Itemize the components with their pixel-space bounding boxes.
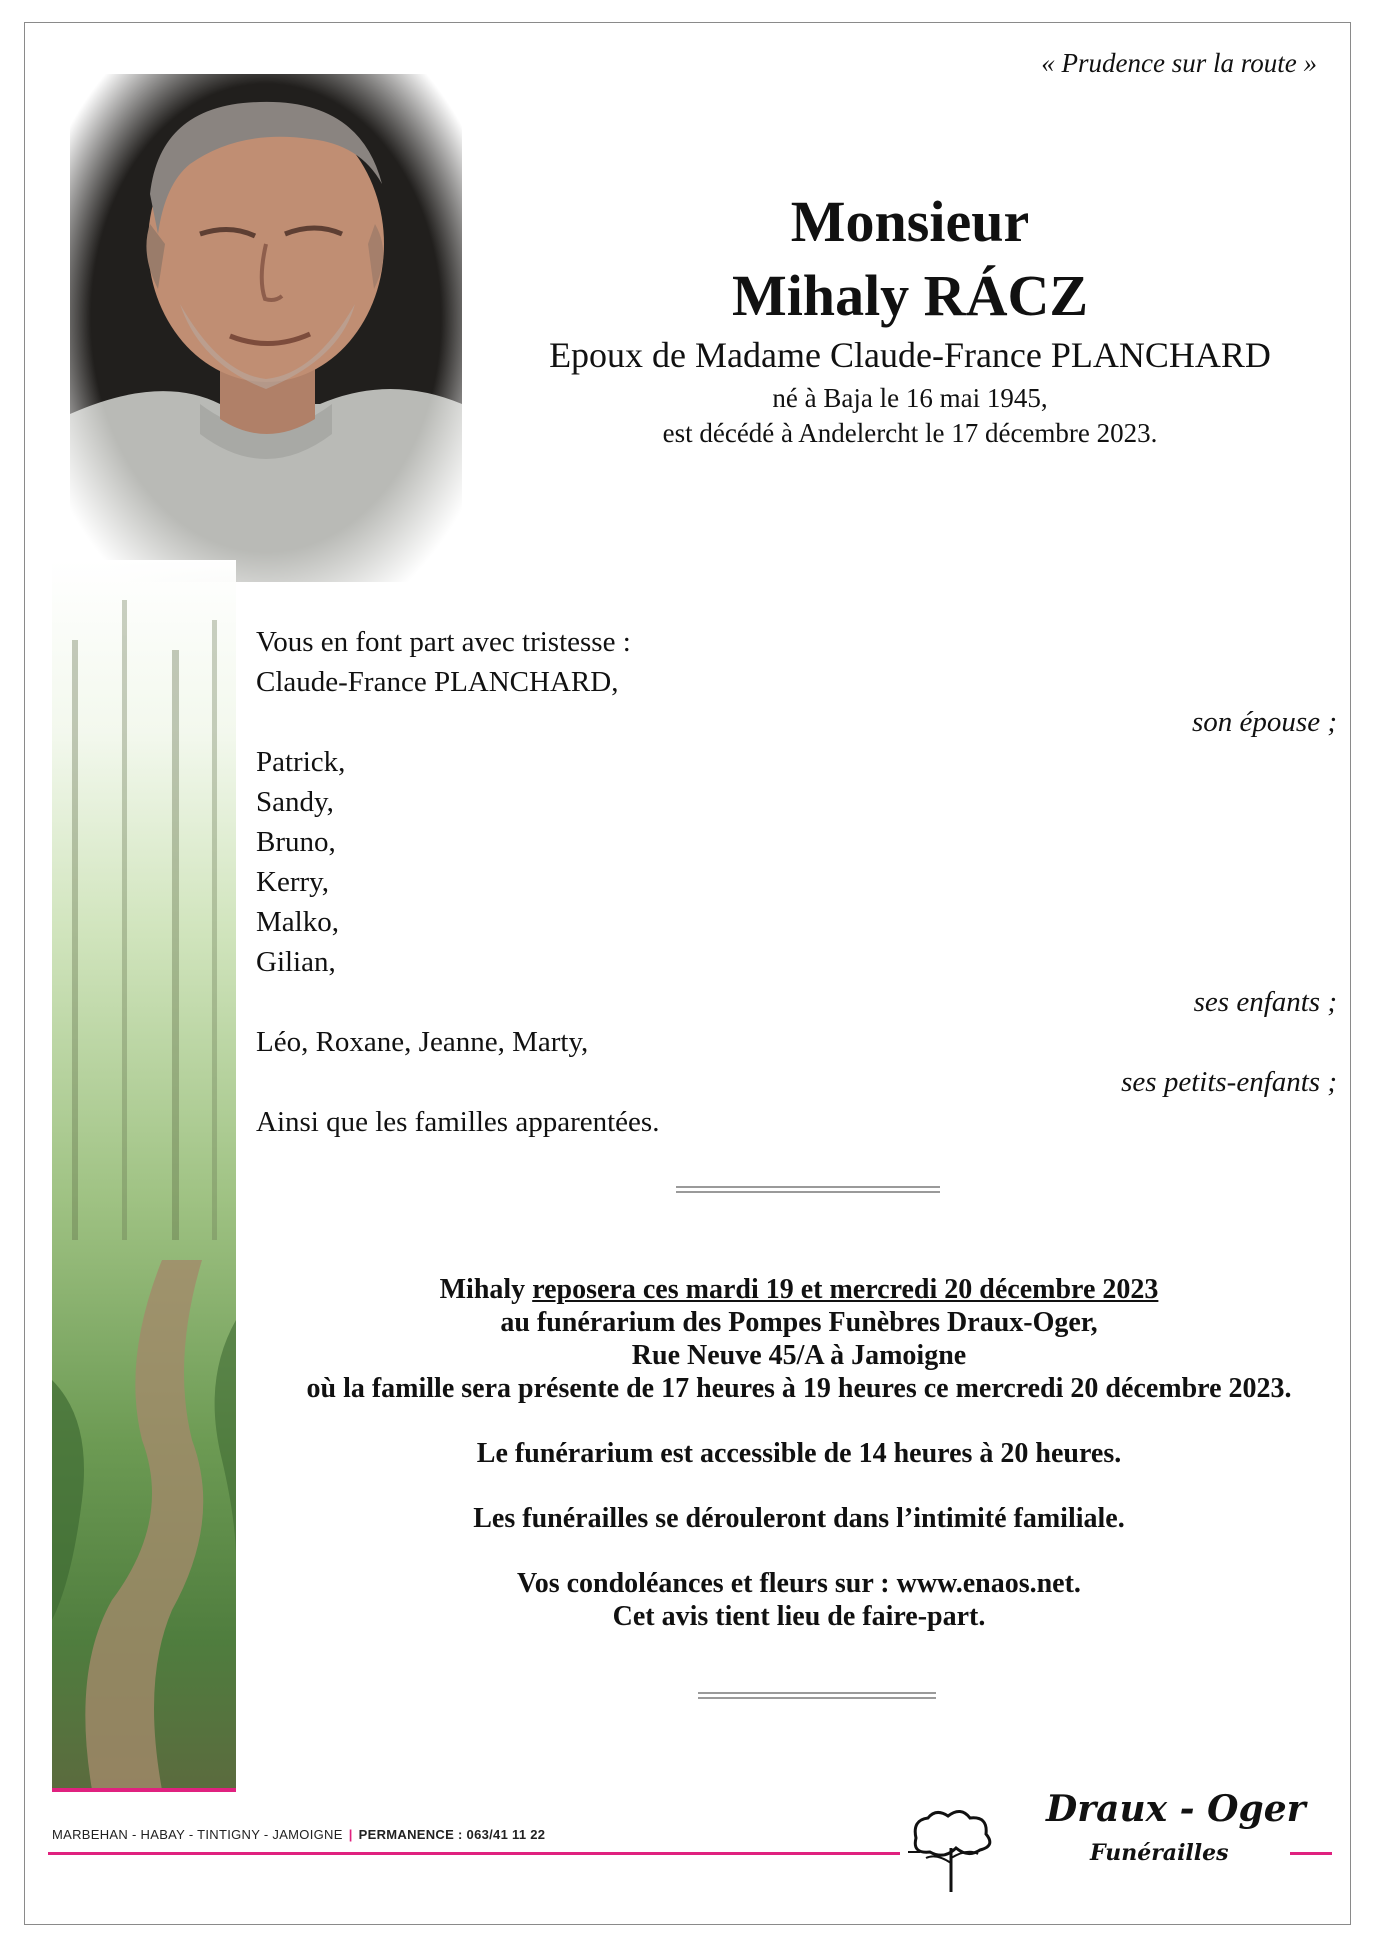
info-line-2: au funérarium des Pompes Funèbres Draux-Oger, bbox=[500, 1307, 1098, 1338]
motto: « Prudence sur la route » bbox=[1041, 48, 1317, 78]
child-name: Patrick, bbox=[256, 746, 346, 778]
info-line-8: Cet avis tient lieu de faire-part. bbox=[612, 1601, 986, 1632]
portrait-photo bbox=[70, 74, 462, 582]
forest-path-image bbox=[52, 560, 236, 1790]
info-line-5: Le funérarium est accessible de 14 heures à 20 heures. bbox=[476, 1438, 1122, 1469]
spouse-name: Claude-France PLANCHARD, bbox=[256, 666, 619, 698]
footer-separator: | bbox=[348, 1827, 353, 1842]
deceased-name: Mihaly RÁCZ bbox=[731, 263, 1089, 328]
children-role: ses enfants ; bbox=[1193, 986, 1337, 1018]
separator-top bbox=[676, 1186, 940, 1193]
spouse-role: son épouse ; bbox=[1192, 706, 1337, 738]
separator-bottom bbox=[698, 1692, 936, 1699]
info-line-1-viewing: reposera ces mardi 19 et mercredi 20 décembre 2023 bbox=[532, 1274, 1159, 1305]
grandchildren-role: ses petits-enfants ; bbox=[1121, 1066, 1337, 1098]
footer-permanence: PERMANENCE : 063/41 11 22 bbox=[358, 1827, 546, 1842]
info-line-7: Vos condoléances et fleurs sur : www.enaos.net. bbox=[517, 1568, 1081, 1599]
forest-accent-bar bbox=[52, 1788, 236, 1792]
info-line-6: Les funérailles se dérouleront dans l’intimité familiale. bbox=[473, 1503, 1125, 1534]
footer-contact bbox=[52, 1827, 545, 1842]
civility: Monsieur bbox=[790, 189, 1030, 254]
spouse-line: Epoux de Madame Claude-France PLANCHARD bbox=[549, 335, 1271, 375]
child-name: Sandy, bbox=[256, 786, 334, 818]
child-name: Gilian, bbox=[256, 946, 336, 978]
info-line-3: Rue Neuve 45/A à Jamoigne bbox=[631, 1340, 967, 1371]
child-name: Malko, bbox=[256, 906, 339, 938]
logo-name: Draux - Oger bbox=[1046, 1788, 1306, 1830]
info-line-1 bbox=[250, 1273, 1348, 1306]
grandchildren-names: Léo, Roxane, Jeanne, Marty, bbox=[256, 1026, 589, 1058]
footer-locations: MARBEHAN - HABAY - TINTIGNY - JAMOIGNE bbox=[52, 1827, 343, 1842]
child-name: Kerry, bbox=[256, 866, 329, 898]
family-intro: Vous en font part avec tristesse : bbox=[256, 626, 631, 658]
tree-logo-icon bbox=[906, 1808, 996, 1892]
died-line: est décédé à Andelercht le 17 décembre 2023. bbox=[662, 418, 1158, 448]
logo-subtitle: Funérailles bbox=[1090, 1840, 1229, 1866]
family-closing: Ainsi que les familles apparentées. bbox=[256, 1106, 660, 1138]
info-line-4: où la famille sera présente de 17 heures à 19 heures ce mercredi 20 décembre 2023. bbox=[306, 1373, 1292, 1404]
info-line-1-name: Mihaly bbox=[439, 1274, 533, 1305]
child-name: Bruno, bbox=[256, 826, 336, 858]
born-line: né à Baja le 16 mai 1945, bbox=[772, 383, 1048, 413]
family-list bbox=[256, 622, 1337, 1142]
